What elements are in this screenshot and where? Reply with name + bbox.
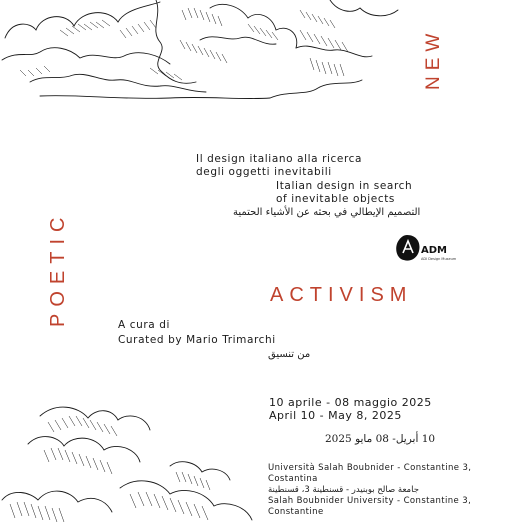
curator-arabic: من تنسيق: [268, 349, 311, 360]
curator-italian: A cura di: [118, 319, 171, 331]
subtitle-italian: [196, 153, 362, 179]
cloud-illustration-top: [0, 0, 420, 112]
venue-line-5: Constantine: [268, 507, 324, 517]
subtitle-english: [276, 180, 412, 206]
subtitle-english-line1: Italian design in search: [276, 180, 413, 192]
venue-block: [268, 463, 524, 518]
venue-line-1: Università Salah Boubnider - Constantine 3,: [268, 463, 472, 473]
dates-italian: 10 aprile - 08 maggio 2025: [269, 396, 432, 409]
subtitle-english-line2: of inevitable objects: [276, 193, 395, 205]
dates-english: April 10 - May 8, 2025: [269, 409, 402, 422]
dates-block: [269, 396, 432, 422]
subtitle-italian-line1: Il design italiano alla ricerca: [196, 153, 363, 165]
title-new: NEW: [423, 27, 444, 90]
dates-arabic: 10 أبريل- 08 مايو 2025: [325, 433, 436, 445]
venue-line-4: Salah Boubnider University - Constantine 3,: [268, 496, 472, 506]
cloud-illustration-bottom: [0, 396, 270, 526]
venue-line-2: Costantina: [268, 474, 318, 484]
curator-block: [118, 318, 276, 348]
subtitle-italian-line2: degli oggetti inevitabili: [196, 166, 332, 178]
title-activism: ACTIVISM: [270, 284, 413, 306]
curator-english: Curated by Mario Trimarchi: [118, 334, 276, 346]
logo-letters: ADM: [421, 245, 447, 256]
venue-line-3: جامعة صالح بوبنيدر - قسنطينة 3، قسنطينة: [268, 485, 419, 495]
logo-caption: ADI Design Museum: [421, 257, 457, 261]
title-poetic: POETIC: [47, 210, 69, 327]
subtitle-arabic: التصميم الإيطالي في بحثه عن الأشياء الحتمية: [233, 207, 421, 218]
